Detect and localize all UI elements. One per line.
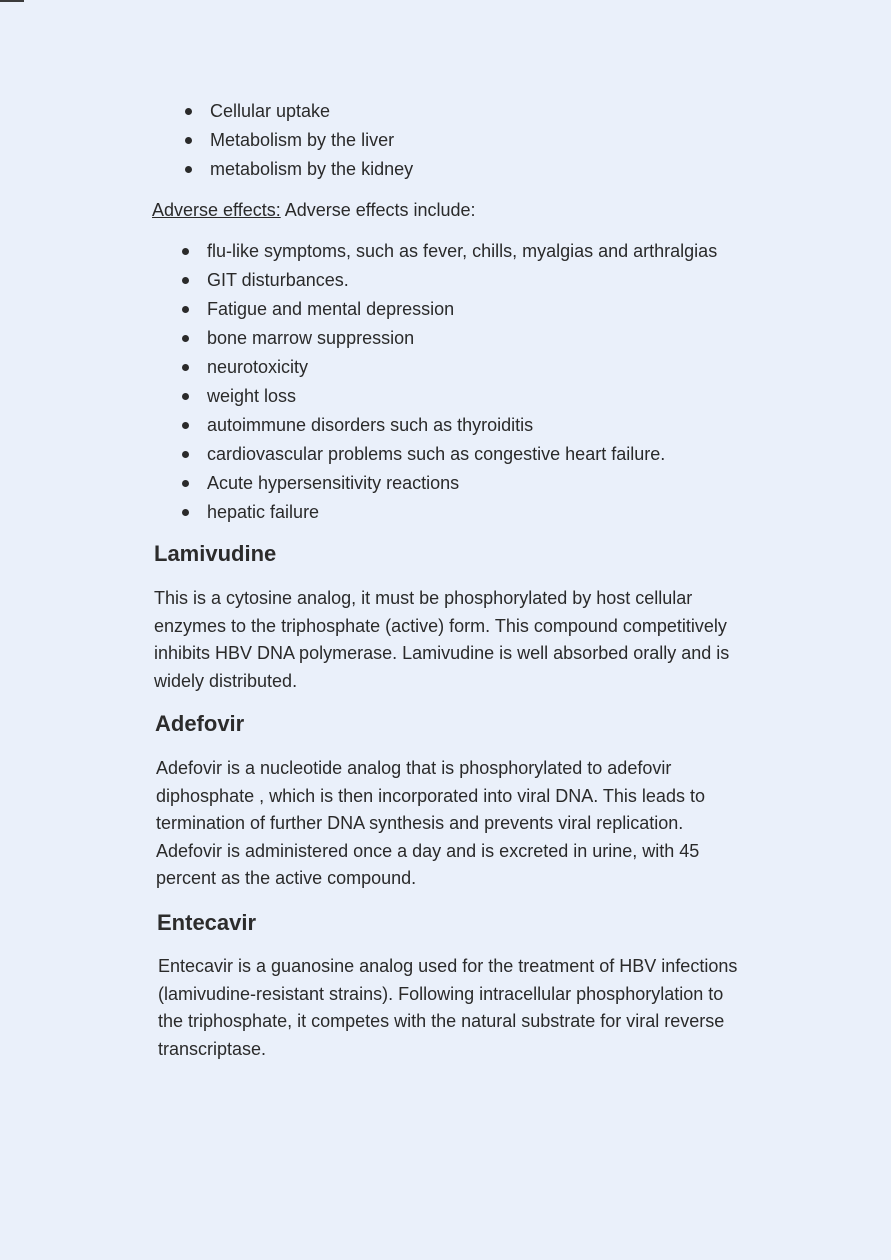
text-line: widely distributed. — [154, 670, 298, 691]
text-line: enzymes to the triphosphate (active) form. This compound competitively — [154, 615, 727, 636]
list-item: Metabolism by the liver — [210, 126, 413, 155]
list-item: Fatigue and mental depression — [207, 295, 717, 324]
text-line: This is a cytosine analog, it must be phosphorylated by host cellular — [154, 588, 693, 608]
list-item: flu-like symptoms, such as fever, chills, myalgias and arthralgias — [207, 237, 717, 266]
list-item: bone marrow suppression — [207, 324, 717, 353]
text-line: Adefovir is administered once a day and is excreted in urine, with 45 — [156, 840, 700, 861]
list-item: neurotoxicity — [207, 353, 717, 382]
list-item: GIT disturbances. — [207, 266, 717, 295]
text-line: Entecavir is a guanosine analog used for the treatment of HBV infections — [158, 956, 738, 976]
adverse-effects-label: Adverse effects: — [152, 200, 281, 220]
text-line: Adefovir is a nucleotide analog that is phosphorylated to adefovir — [156, 758, 672, 778]
text-line: diphosphate , which is then incorporated into viral DNA. This leads to — [156, 785, 705, 806]
text-line: transcriptase. — [158, 1038, 267, 1059]
list-item: cardiovascular problems such as congestive heart failure. — [207, 440, 717, 469]
text-line: termination of further DNA synthesis and prevents viral replication. — [156, 813, 684, 833]
list-item: hepatic failure — [207, 498, 717, 527]
text-line: inhibits HBV DNA polymerase. Lamivudine is well absorbed orally and is — [154, 643, 730, 663]
list-item: Cellular uptake — [210, 97, 413, 126]
list-item: Acute hypersensitivity reactions — [207, 469, 717, 498]
entecavir-paragraph — [158, 953, 798, 1063]
lamivudine-paragraph — [154, 585, 794, 695]
adefovir-paragraph — [156, 755, 796, 893]
adverse-effects-list — [207, 237, 717, 527]
lamivudine-heading: Lamivudine — [154, 541, 277, 566]
adefovir-heading: Adefovir — [155, 711, 245, 736]
list-item: metabolism by the kidney — [210, 155, 413, 184]
adverse-effects-intro — [152, 197, 476, 223]
list-item: weight loss — [207, 382, 717, 411]
elimination-list — [210, 97, 413, 184]
text-line: percent as the active compound. — [156, 868, 417, 888]
text-line: (lamivudine-resistant strains). Following intracellular phosphorylation to — [158, 983, 724, 1004]
list-item: autoimmune disorders such as thyroiditis — [207, 411, 717, 440]
entecavir-heading: Entecavir — [157, 910, 257, 935]
adverse-effects-text: Adverse effects include: — [284, 200, 476, 220]
text-line: the triphosphate, it competes with the natural substrate for viral reverse — [158, 1011, 725, 1031]
